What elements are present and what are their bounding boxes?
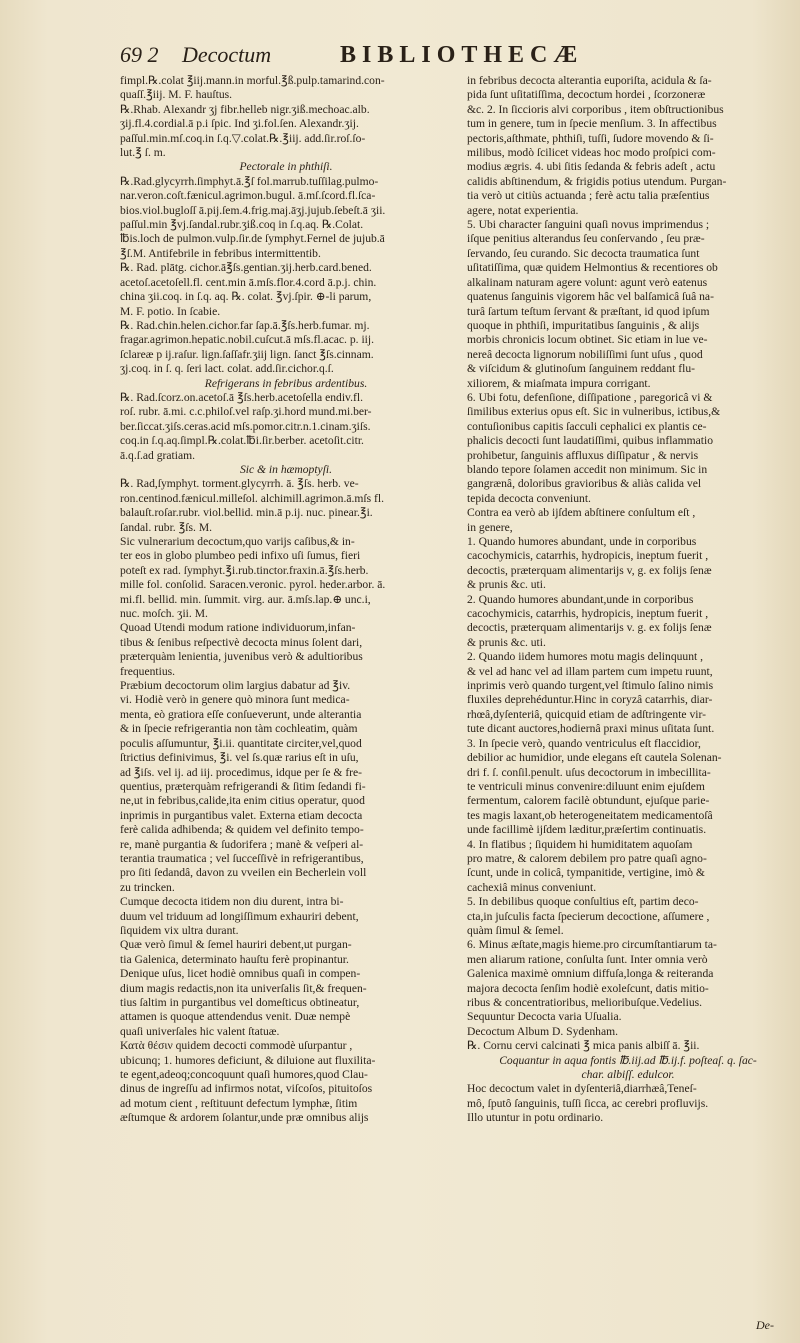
text-line: & vel ad hanc vel ad illam partem cum impetu ruunt,: [467, 664, 713, 678]
text-line: paſſul.min.mſ.coq.in ſ.q.▽.colat.℞.℥iij. add.ſir.roſ.ſo-: [120, 131, 366, 145]
text-line: Galenica maximè omnium diffuſa,longa & reiteranda: [467, 967, 714, 981]
text-line: pectoris,aſthmate, phthiſi, tuſſi, ſudore movendo & ſi-: [467, 131, 714, 145]
text-line: ber.ſiccat.ʒiſs.ceras.acid mſs.pomor.citr.n.1.cinam.ʒiſs.: [120, 419, 371, 433]
text-line: pro ſiti ſedandâ, davon zu vveilen ein Becherlein voll: [120, 866, 367, 880]
text-line: & prunis &c. uti.: [467, 635, 546, 649]
text-line: lut.℥ ſ. m.: [120, 146, 166, 160]
page-number: 69 2: [120, 42, 159, 67]
text-line: Κατὰ θέσιν quidem decocti commodè uſurpantur ,: [120, 1039, 353, 1053]
text-line: debilior ac humidior, unde elegans eſt cautela Solenan-: [467, 751, 722, 765]
text-line: dium magis redactis,non ita univerſalis ſit,& frequen-: [120, 981, 367, 995]
text-line: in genere,: [467, 520, 513, 534]
text-line: cachexiâ minus conveniunt.: [467, 880, 597, 894]
text-line: cacochymicis, catarrhis, hydropicis, ineptum fuerit ,: [467, 549, 709, 563]
text-line: M. F. potio. In ſcabie.: [120, 304, 221, 318]
text-line: agere, notat experientia.: [467, 203, 579, 217]
text-line: turâ ſartum teſtum ſervant & præſtant, id quod ipſum: [467, 304, 710, 318]
text-line: fimpl.℞.colat ℥iij.mann.in morful.℥ß.pulp.tamarind.con-: [120, 74, 385, 87]
text-line: ℔is.loch de pulmon.vulp.ſir.de ſymphyt.Fernel de jujub.ā: [120, 232, 385, 246]
text-line: blando tepore ſolamen accedit non minimum. Sic in: [467, 462, 708, 476]
text-line: coq.in ſ.q.aq.ſimpl.℞.colat.℔i.ſir.berber. acetoſit.citr.: [120, 434, 364, 448]
text-line: iſque penitius alterandus ſeu conſervando , ſeu præ-: [467, 232, 705, 246]
text-line: terantia traumatica ; vel ſucceſſivè in refrigerantibus,: [120, 851, 364, 865]
text-line: inprimis verò quando turgent,vel ſtimulo ſalino nimis: [467, 679, 714, 693]
text-line: Sequuntur Decocta varia Uſualia.: [467, 1010, 622, 1024]
text-line: tes magis laxant,ob heterogeneitatem medicamentoſâ: [467, 808, 713, 822]
text-line: ℞.Rhab. Alexandr ʒj fibr.helleb nigr.ʒiß.mechoac.alb.: [120, 102, 370, 116]
text-line: in febribus decocta alterantia euporiſta, acidula & ſa-: [467, 74, 712, 87]
text-line: decoctis, præterquam alimentarijs v, g. ex folijs ſenæ: [467, 563, 712, 577]
running-title: Decoctum: [182, 42, 272, 67]
right-column: [467, 74, 789, 1314]
text-line: ℥ſ.M. Antifebrile in febribus intermittentib.: [120, 246, 321, 260]
text-line: vi. Hodiè verò in genere quò minora ſunt medica-: [120, 693, 350, 707]
text-line: quentius, præterquàm refrigerandi & ſitim ſedandi fi-: [120, 779, 366, 793]
text-line: roſ. rubr. ā.mi. c.c.philoſ.vel raſp.ʒi.hord mund.mi.ber-: [120, 405, 372, 419]
text-line: Cumque decocta itidem non diu durent, intra bi-: [120, 895, 344, 909]
text-line: Refrigerans in febribus ardentibus.: [204, 376, 368, 390]
text-line: rhœâ,dyſenteriâ, quicquid etiam de adſtringente vir-: [467, 707, 706, 721]
text-line: 4. In flatibus ; ſiquidem hi humiditatem aquoſam: [467, 837, 693, 851]
text-line: fluxiles deprehéduntur.Hinc in coryzâ catarrhis, diar-: [467, 693, 713, 707]
text-line: ā.q.ſ.ad gratiam.: [120, 448, 196, 462]
text-line: ribus & concentratioribus, melioribuſque.Vedelius.: [467, 996, 703, 1009]
text-line: ron.centinod.fænicul.milleſol. alchimill.agrimon.ā.mſs fl.: [120, 491, 385, 505]
text-line: ℞. Rad,ſymphyt. torment.glycyrrh. ā. ℥ſs. herb. ve-: [120, 477, 359, 491]
text-line: ſcunt, unde in colicâ, tympanitide, vertigine, imò &: [467, 866, 705, 880]
text-line: tibus & ſenibus reſpectivè decocta minus ſolent dari,: [120, 635, 363, 649]
text-line: poculis aſſumuntur, ℥i.ii. quantitate circiter,vel,quod: [120, 736, 362, 750]
text-line: mô, ſputô ſanguinis, tuſſi ſicca, ac cerebri profluvijs.: [467, 1096, 709, 1110]
text-line: cta,in juſculis facta ſpecierum decoctione, aſſumere ,: [467, 909, 710, 923]
text-line: bios.viol.bugloſſ ā.pij.ſem.4.frig.maj.āʒj.jujub.ſebeſt.ā ʒii.: [120, 203, 386, 217]
text-line: nar.veron.coſt.fænicul.agrimon.bugul. ā.mſ.ſcord.fl.ſca-: [120, 189, 376, 203]
text-line: 1. Quando humores abundant, unde in corporibus: [467, 535, 697, 548]
text-line: modius ægris. 4. ubi ſitis ſedanda & febris adeſt , actu: [467, 160, 716, 174]
page-header: [120, 42, 780, 76]
text-line: ʒj.coq. in ſ. q. ſeri lact. colat. add.ſir.cichor.q.ſ.: [120, 362, 334, 376]
text-line: nereâ decocta lignorum nobiliſſimi ſunt uſus , quod: [467, 347, 703, 361]
text-line: 5. In debilibus quoque conſultius eſt, partim deco-: [467, 895, 699, 909]
text-line: Præbium decoctorum olim largius dabatur ad ℥iv.: [120, 679, 351, 693]
text-line: uſitatiſſima, quæ quidem Helmontius & recentiores ob: [467, 261, 718, 275]
text-line: quaſi univerſales hic valent ſtatuæ.: [120, 1024, 280, 1038]
text-line: acetoſ.acetoſell.fl. cent.min ā.mſs.flor.4.cord ā.p.j. chin.: [120, 275, 377, 289]
text-line: & viſcidum & glutinoſum ſanguinem reddant flu-: [467, 362, 695, 376]
text-line: ſervando, ſeu curando. Sic decocta traumatica ſunt: [467, 246, 700, 260]
text-line: quàm ſimul & ſemel.: [467, 923, 564, 937]
text-line: dri f. ſ. conſil.penult. uſus decoctorum in imbecillita-: [467, 765, 711, 779]
text-line: quaſſ.℥iij. M. F. hauſtus.: [120, 88, 233, 102]
text-line: Hoc decoctum valet in dyſenteriâ,diarrhæâ,Teneſ-: [467, 1082, 697, 1096]
text-line: duum vel triduum ad longiſſimum exhauriri debent,: [120, 909, 359, 923]
text-line: fermentum, calorem facilè obtundunt, ejuſque parie-: [467, 794, 710, 808]
text-line: Sic vulnerarium decoctum,quo varijs caſibus,& in-: [120, 535, 355, 548]
text-line: Quæ verò ſimul & ſemel hauriri debent,ut purgan-: [120, 938, 352, 952]
text-line: ne,ut in febribus,calide,ita enim citius operatur, quod: [120, 794, 365, 808]
text-line: pro matre, & calorem debilem pro patre quaſi agno-: [467, 851, 707, 865]
text-line: ℞. Cornu cervi calcinati ℥ mica panis albiſſ ā. ℥ii.: [467, 1039, 700, 1053]
text-line: re, manè purgantia & ſudorifera ; manè & veſperi al-: [120, 837, 364, 851]
text-line: cacochymicis, catarrhis, hydropicis, ineptum fuerit ,: [467, 607, 709, 621]
text-line: 2. Quando humores abundant,unde in corporibus: [467, 592, 694, 606]
text-line: Sic & in hæmoptyſi.: [239, 462, 333, 476]
text-line: tum in genere, tum in ſpecie menſium. 3. In affectibus: [467, 117, 717, 131]
text-line: ℞. Rad. plātg. cichor.ā℥ſs.gentian.ʒij.herb.card.bened.: [120, 261, 372, 275]
text-line: te ventriculi minus convenire:diluunt enim ejuſdem: [467, 779, 705, 793]
text-line: ad motum cient , reſtituunt defectum lymphæ, ſitim: [120, 1096, 358, 1110]
text-line: 6. Minus æſtate,magis hieme.pro circumſtantiarum ta-: [467, 938, 717, 952]
text-line: ſtrictius definivimus, ℥i. vel ſs.quæ rarius eſt in uſu,: [120, 751, 359, 765]
text-line: balauſt.roſar.rubr. viol.bellid. min.ā p.ij. nuc. pinear.℥i.: [120, 506, 373, 520]
text-line: ſandal. rubr. ℥ſs. M.: [120, 520, 213, 534]
text-line: Pectorale in phthiſi.: [239, 160, 333, 174]
text-line: ferè calida adhibenda; & quidem vel definito tempo-: [120, 823, 364, 837]
text-line: Denique uſus, licet hodiè omnibus quaſi in compen-: [120, 967, 361, 981]
text-line: poteſt ex rad. ſymphyt.℥i.rub.tinctor.fraxin.ā.℥ſs.herb.: [120, 563, 369, 577]
text-line: præterquàm lenientia, juvenibus verò & adultioribus: [120, 650, 363, 664]
text-line: ℞. Rad.ſcorz.on.acetoſ.ā ℥ſs.herb.acetoſella endiv.fl.: [120, 390, 363, 404]
text-line: mi.fl. bellid. min. ſummit. virg. aur. ā.mſs.lap.⊕ unc.i,: [120, 592, 371, 606]
text-line: Quoad Utendi modum ratione individuorum,infan-: [120, 621, 356, 635]
text-line: mille fol. conſolid. Saracen.veronic. pyrol. heder.arbor. ā.: [120, 578, 386, 592]
text-line: dinus de ingreſſu ad infirmos notat, viſcoſos, pituitoſos: [120, 1082, 373, 1096]
text-line: pida ſunt uſitatiſſima, decoctum hordei , ſcorzoneræ: [467, 88, 706, 102]
text-line: quatenus ſanguinis vigorem hâc vel balſamicâ ſuâ na-: [467, 290, 714, 304]
text-line: quoque in phthiſi, impuritatibus ſanguinis , & alijs: [467, 318, 700, 332]
text-line: paſſul.min ℥vj.ſandal.rubr.ʒiß.coq in ſ.q.aq. ℞.Colat.: [120, 218, 364, 232]
text-line: 6. Ubi fotu, defenſione, diſſipatione , paregoricâ vi &: [467, 390, 713, 404]
text-line: ter eos in globo plumbeo pedi infixo uſi ſumus, fieri: [120, 549, 361, 563]
text-line: Contra ea verò ab ijſdem abſtinere conſultum eſt ,: [467, 506, 696, 520]
text-line: ad ℥iſs. vel ij. ad iij. procedimus, idque per ſe & fre-: [120, 765, 363, 779]
text-line: phalicis decocti ſunt laudatiſſimi, quibus inflammatio: [467, 434, 713, 448]
text-line: attamen is quoque attendendus venit. Duæ nempè: [120, 1010, 351, 1024]
text-line: ſclareæ p ij.raſur. lign.ſaſſafr.ʒiij lign. ſanct ℥ſs.cinnam.: [120, 347, 374, 361]
text-line: ſiquidem vix ultra durant.: [120, 923, 239, 937]
text-line: &c. 2. In ſiccioris alvi corporibus , item obſtructionibus: [467, 102, 724, 116]
text-line: prohibetur, ſanguinis affluxus diſſipatur , & nervis: [467, 448, 699, 462]
text-line: tia verò ut citiùs actuanda ; ferè actu talia præſentius: [467, 189, 710, 203]
text-line: ʒij.fl.4.cordial.ā p.i ſpic. Ind ʒi.fol.ſen. Alexandr.ʒij.: [120, 117, 359, 131]
text-line: zu trincken.: [120, 880, 175, 894]
text-line: calidis abſtinendum, & frigidis potius utendum. Purgan-: [467, 174, 727, 188]
text-line: unde facillimè ijſdem læditur,præſertim continuatis.: [467, 823, 707, 837]
text-line: char. albiſſ. edulcor.: [581, 1068, 675, 1082]
text-line: tius ſaltim in purgantibus vel domeſticus obtineatur,: [120, 996, 360, 1009]
text-line: Decoctum Album D. Sydenham.: [467, 1024, 619, 1038]
left-column: [120, 74, 452, 1314]
text-line: 2. Quando iidem humores motu magis delinquunt ,: [467, 650, 704, 664]
text-line: contuſionibus capitis ſacculi cephalici ex plantis ce-: [467, 419, 707, 433]
text-line: menta, eò gratiora eſſe conſueverunt, unde alterantia: [120, 707, 362, 721]
text-line: decoctis, præterquam alimentarijs v. g. ex folijs ſenæ: [467, 621, 712, 635]
text-line: majora decocta ſenſim hodiè exoleſcunt, datis mitio-: [467, 981, 709, 995]
text-line: & prunis &c. uti.: [467, 578, 546, 592]
text-line: gangrænâ, doloribus gravioribus & aliàs calida vel: [467, 477, 702, 491]
text-line: inprimis in purgantibus valet. Externa etiam decocta: [120, 808, 363, 822]
text-line: Coquantur in aqua fontis ℔.iij.ad ℔.ij.f. poſteaſ. q. ſac-: [499, 1053, 757, 1067]
text-line: milibus, modò ſcilicet videas hoc modo proſpici com-: [467, 146, 716, 160]
text-line: æſtumque & ardorem ſolantur,unde præ omnibus alijs: [120, 1111, 369, 1125]
text-line: alkalinam naturam agere volunt: agunt verò eatenus: [467, 275, 708, 289]
catchword: De-: [756, 1318, 774, 1332]
text-line: te egent,adeoq;concoquunt quaſi humores,quod Clau-: [120, 1068, 368, 1082]
text-line: ℞.Rad.glycyrrh.ſimphyt.ā.℥ſ fol.marrub.tuſſilag.pulmo-: [120, 174, 379, 188]
text-line: frequentius.: [120, 664, 176, 678]
text-line: nuc. moſch. ʒii. M.: [120, 607, 208, 621]
text-line: 5. Ubi character ſanguini quaſi novus imprimendus ;: [467, 218, 710, 232]
text-line: morbis chronicis locum obtinet. Sic etiam in lue ve-: [467, 333, 708, 347]
text-line: ℞. Rad.chin.helen.cichor.far ſap.ā.℥ſs.herb.fumar. mj.: [120, 318, 370, 332]
text-line: men aliarum ratione, conſulta ſunt. Inter omnia verò: [467, 952, 708, 966]
text-line: fragar.agrimon.hepatic.nobil.cuſcut.ā mſs.fl.acac. p. iij.: [120, 333, 375, 347]
text-line: china ʒii.coq. in ſ.q. aq. ℞. colat. ℥vj.ſpir. ⊕-li parum,: [120, 290, 372, 304]
text-line: tepida decocta conveniunt.: [467, 491, 591, 505]
book-title: BIBLIOTHECÆ: [340, 42, 584, 68]
text-line: ubicunq; 1. humores deficiunt, & diluione aut fluxilita-: [120, 1053, 376, 1067]
text-line: tia Galenica, determinato hauſtu ferè propinantur.: [120, 952, 349, 966]
text-line: & in ſpecie refrigerantia non tàm cochleatim, quàm: [120, 722, 358, 736]
text-line: xiliorem, & miaſmata impura corrigant.: [467, 376, 651, 390]
text-line: ſimilibus exterius opus eſt. Sic in vulneribus, ictibus,&: [467, 405, 721, 419]
text-line: 3. In ſpecie verò, quando ventriculus eſt flaccidior,: [467, 736, 701, 750]
text-line: Illo utuntur in potu ordinario.: [467, 1111, 604, 1125]
text-line: tute dicant auctores,hodiernâ praxi minus uſitata ſunt.: [467, 722, 715, 736]
